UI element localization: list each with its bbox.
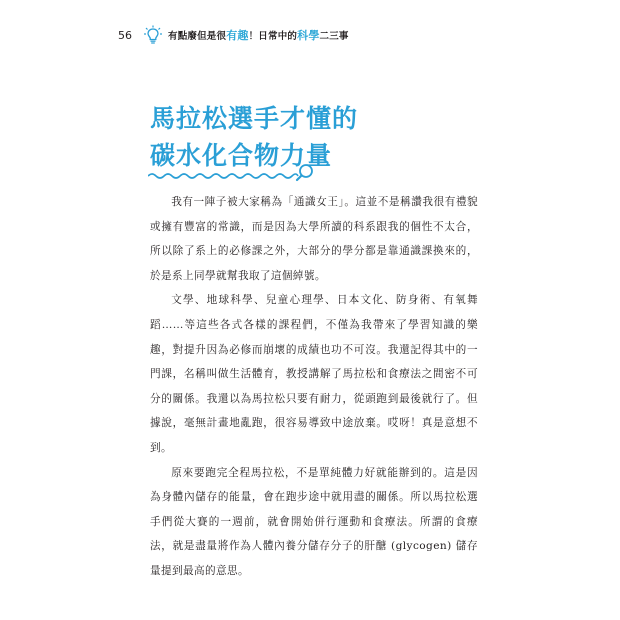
paragraph-3: 原來要跑完全程馬拉松，不是單純體力好就能辦到的。這是因為身體內儲存的能量，會在跑步途中就用盡的關係。所以馬拉松選手們從大賽的一週前，就會開始併行運動和食療法。所謂的食療法，就是盡量將作為人體內養分儲存分子的肝醣 (glycogen) 儲存量提到最高的意思。: [150, 466, 478, 577]
paragraph-2: 文學、地球科學、兒童心理學、日本文化、防身術、有氧舞蹈……等這些各式各樣的課程們，不僅為我帶來了學習知識的樂趣，對提升因為必修而崩壞的成績也功不可沒。我還記得其中的一門課，名稱叫做生活體育，教授講解了馬拉松和食療法之間密不可分的關係。我還以為馬拉松只要有耐力，從頭跑到最後就行了。但據說，毫無計畫地亂跑，很容易導致中途放棄。哎呀！真是意想不到。: [150, 294, 478, 454]
chapter-title-line-1: 馬拉松選手才懂的: [150, 104, 359, 133]
running-header: [118, 24, 349, 46]
chapter-title-line-2: 碳水化合物力量: [150, 141, 333, 170]
paragraph-1: 我有一陣子被大家稱為「通識女王」。這並不是稱讚我很有禮貌或擁有豐富的常識，而是因為大學所讀的科系跟我的個性不太合，所以除了系上的必修課之外，大部分的學分都是靠通識課換來的，於是系上同學就幫我取了這個綽號。: [150, 196, 478, 282]
magnifier-icon: [148, 162, 318, 186]
running-title: 有點廢但是很有趣！日常中的科學二三事: [168, 29, 349, 42]
page-number: 56: [118, 28, 132, 42]
body-text: [150, 190, 478, 584]
lightbulb-icon: [144, 25, 162, 45]
